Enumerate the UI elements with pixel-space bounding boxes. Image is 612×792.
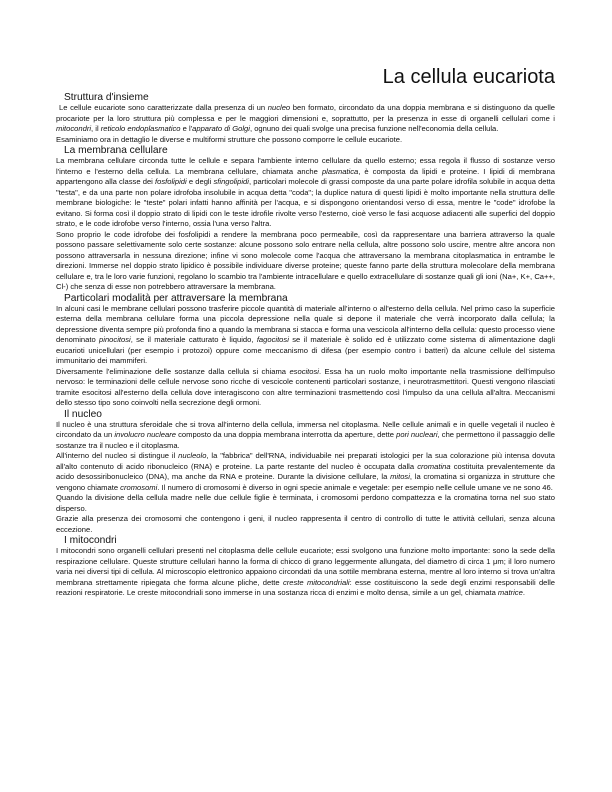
- italic-term: cromatina: [417, 461, 451, 471]
- italic-term: sfingolipidi: [213, 177, 249, 186]
- paragraph: [56, 156, 555, 230]
- section: [56, 409, 555, 536]
- italic-term: nucleolo: [178, 451, 207, 460]
- document-page: [56, 66, 555, 599]
- italic-term: esocitosi: [289, 366, 319, 376]
- italic-term: involucro nucleare: [114, 430, 176, 439]
- text-run: , il: [91, 124, 101, 133]
- section: [56, 145, 555, 293]
- italic-term: mitocondri: [56, 124, 92, 133]
- section: [56, 293, 555, 409]
- section: [56, 535, 555, 599]
- section-heading: Struttura d'insieme: [64, 92, 149, 103]
- italic-term: matrice: [497, 588, 523, 597]
- text-run: All'interno del nucleo si distingue il: [56, 451, 179, 460]
- text-run: . Essa ha un ruolo molto importante nella trasmissione dell'impulso nervoso: le terminazioni delle cellule nervose sono ricche di vescicole contenenti particolari sostanze, i neurotrasmettitori. Questi vengono rilasciati tramite esocitosi all'esterno della cellula dove interagiscono con altre terminazioni trasmettendo così l'impulso da una cellula all'altra. Meccanismi dello stesso tipo sono coinvolti nella secrezione degli ormoni.: [56, 366, 556, 407]
- text-run: . Il numero di cromosomi è diverso in ogni specie animale e vegetale: per esempio nelle cellule umane ve ne sono 46.: [157, 482, 553, 492]
- paragraph: [56, 367, 555, 409]
- text-run: Le cellule eucariote sono caratterizzate dalla presenza di un: [59, 103, 268, 112]
- text-run: Il nucleo è una struttura sferoidale che si trova all'interno della cellula, immersa nel citoplasma. Nelle cellule animali e in quelle vegetali il nucleo è circondato da un: [56, 419, 555, 439]
- italic-term: fagocitosi: [256, 335, 289, 344]
- text-run: , che permettono il passaggio delle sostanze tra il nucleo e il citoplasma.: [56, 430, 555, 450]
- italic-term: mitosi: [390, 472, 410, 481]
- text-run: e degli: [186, 177, 214, 186]
- paragraph: [56, 514, 555, 535]
- text-run: costituita prevalentemente da acido desossiribonucleico (DNA), ma anche da RNA e proteine. Durante la divisione cellulare, la: [56, 461, 555, 481]
- paragraph: [56, 103, 555, 135]
- text-run: Diversamente l'eliminazione delle sostanze dalla cellula si chiama: [56, 366, 290, 376]
- text-run: , è composta da lipidi e proteine. I lipidi di membrana appartengono alla classe dei: [56, 166, 555, 186]
- text-run: , se il materiale catturato è liquido,: [130, 335, 257, 344]
- italic-term: fosfolipidi: [155, 177, 187, 186]
- document-body: [56, 92, 555, 599]
- section-heading: Il nucleo: [64, 408, 102, 420]
- text-run: Quando la divisione della cellula madre nelle due cellule figlie è terminata, i cromosomi perdono compattezza e la cromatina torna nel suo stato disperso.: [56, 493, 555, 513]
- italic-term: pinocitosi: [99, 335, 131, 344]
- text-run: e l': [180, 124, 193, 133]
- section: [56, 92, 555, 145]
- text-run: se il materiale è solido ed è utilizzato come sistema di alimentazione dagli eucarioti unicellulari (per esempio i protozoi) oppure come meccanismo di difesa (per esempio contro i batteri) da alcune cellule del sistema immunitario dei mammiferi.: [56, 335, 556, 365]
- section-heading: La membrana cellulare: [64, 145, 168, 156]
- page-title: La cellula eucariota: [382, 66, 555, 88]
- text-run: In alcuni casi le membrane cellulari possono trasferire piccole quantità di materiale all'interno o all'esterno della cellula. Nel primo caso la superficie esterna della membrana cellulare forma una piccola depressione nella quale si depone il materiale che verrà incorporato dalla cellula; la depressione diventa sempre più profonda fino a quando la membrana si stacca e forma una vescicola all'interno della cellula: questo processo viene denominato: [56, 303, 555, 344]
- paragraph: [56, 135, 555, 146]
- text-run: , ognuno dei quali svolge una precisa funzione nell'economia della cellula.: [249, 124, 499, 133]
- text-run: Sono proprio le code idrofobe dei fosfolipidi a rendere la membrana poco permeabile, così da rappresentare una barriera attraverso la quale possono passare selettivamente solo certe sostanze: alcune possono solo entrare nella cellula, altre possono solo uscire, mentre altre ancora non possono attraversarla in nessuna direzione; infine vi sono molecole come l'acqua che attraversano la membrana citoplasmatica in entrambe le direzioni. Immerse nel doppio strato lipidico è possibile individuare diverse proteine; queste fanno parte della struttura molecolare della membrana cellulare e, tra le loro varie funzioni, regolano lo scambio tra l'ambiente intracellulare e quello extracellulare di sostanze quali gli ioni (Na+, K+, Ca++, Cl-) che senza di esse non potrebbero attraversare la membrana.: [56, 229, 555, 291]
- italic-term: reticolo endoplasmatico: [100, 124, 181, 133]
- text-run: I mitocondri sono organelli cellulari presenti nel citoplasma delle cellule eucariote; essi svolgono una funzione molto importante: sono la sede della respirazione cellulare. Queste strutture cellulari hanno la forma di chicco di grano leggermente allungata, del diametro di circa 1 μm; il loro numero varia nei diversi tipi di cellula. Al microscopio elettronico appaiono circondati da una sottile membrana esterna, mentre al loro interno si trova un'altra membrana strettamente ripiegata che forma alcune pliche, dette: [56, 546, 555, 587]
- text-run: composto da una doppia membrana interrotta da aperture, dette: [175, 430, 397, 439]
- text-run: ben formato, circondato da una doppia membrana e si distinguono da quelle procariote per la loro struttura più complessa e per le maggiori dimensioni e, soprattutto, per la presenza in esse di organelli cellulari come i: [56, 103, 556, 123]
- italic-term: nucleo: [267, 103, 291, 112]
- text-run: , particolari molecole di grassi composte da una parte polare idrofila solubile in acqua detta "testa", e da una parte non polare idrofoba insolubile in acqua detta "coda"; la duplice natura di questi lipidi è molto importante nella struttura delle membrane biologiche: le "teste" polari infatti hanno affinità per l'acqua, e si dispongono orientandosi verso di essa, mentre le "code" idrofobe la evitano. Si forma così il doppio strato di lipidi con le teste idrofile rivolte verso l'esterno, cioè verso le fasi acquose adiacenti alle superfici del doppio strato, e le code idrofobe verso l'interno, ossia l'una verso l'altra.: [56, 177, 555, 228]
- text-run: .: [522, 588, 525, 597]
- paragraph: [56, 304, 555, 367]
- italic-term: creste mitocondriali: [282, 577, 350, 587]
- text-run: : esse costituiscono la sede degli enzimi responsabili delle reazioni respiratorie. Le creste mitocondriali sono immerse in una sostanza ricca di enzimi e molto densa, simile a un gel, chiamata: [56, 577, 556, 597]
- text-run: , la cromatina si organizza in strutture che vengono chiamate: [56, 472, 555, 492]
- section-heading: I mitocondri: [64, 535, 117, 546]
- section-heading: Particolari modalità per attraversare la membrana: [64, 292, 288, 304]
- italic-term: plasmatica: [321, 166, 359, 176]
- paragraph: [56, 546, 555, 599]
- italic-term: cromosomi: [120, 482, 158, 492]
- text-run: Esaminiamo ora in dettaglio le diverse e multiformi strutture che possono comporre le cellule eucariote.: [56, 134, 403, 144]
- italic-term: pori nucleari: [396, 430, 438, 439]
- paragraph: [56, 420, 555, 452]
- text-run: La membrana cellulare circonda tutte le cellule e separa l'ambiente interno cellulare da quello esterno; essa regola il flusso di sostanze verso l'interno e l'esterno della cellula. La membrana cellulare, chiamata anche: [56, 156, 555, 176]
- text-run: , la "fabbrica" dell'RNA, individuabile nei preparati istologici per la sua colorazione più intensa dovuta all'alto contenuto di acido ribonucleico (RNA) e proteine. La parte restante del nucleo è occupata dalla: [56, 451, 555, 471]
- paragraph: [56, 493, 555, 514]
- paragraph: [56, 230, 555, 293]
- paragraph: [56, 451, 555, 493]
- text-run: Grazie alla presenza dei cromosomi che contengono i geni, il nucleo rappresenta il centro di controllo di tutte le attività cellulari, senza alcuna eccezione.: [56, 514, 555, 534]
- italic-term: apparato di Golgi: [192, 124, 250, 133]
